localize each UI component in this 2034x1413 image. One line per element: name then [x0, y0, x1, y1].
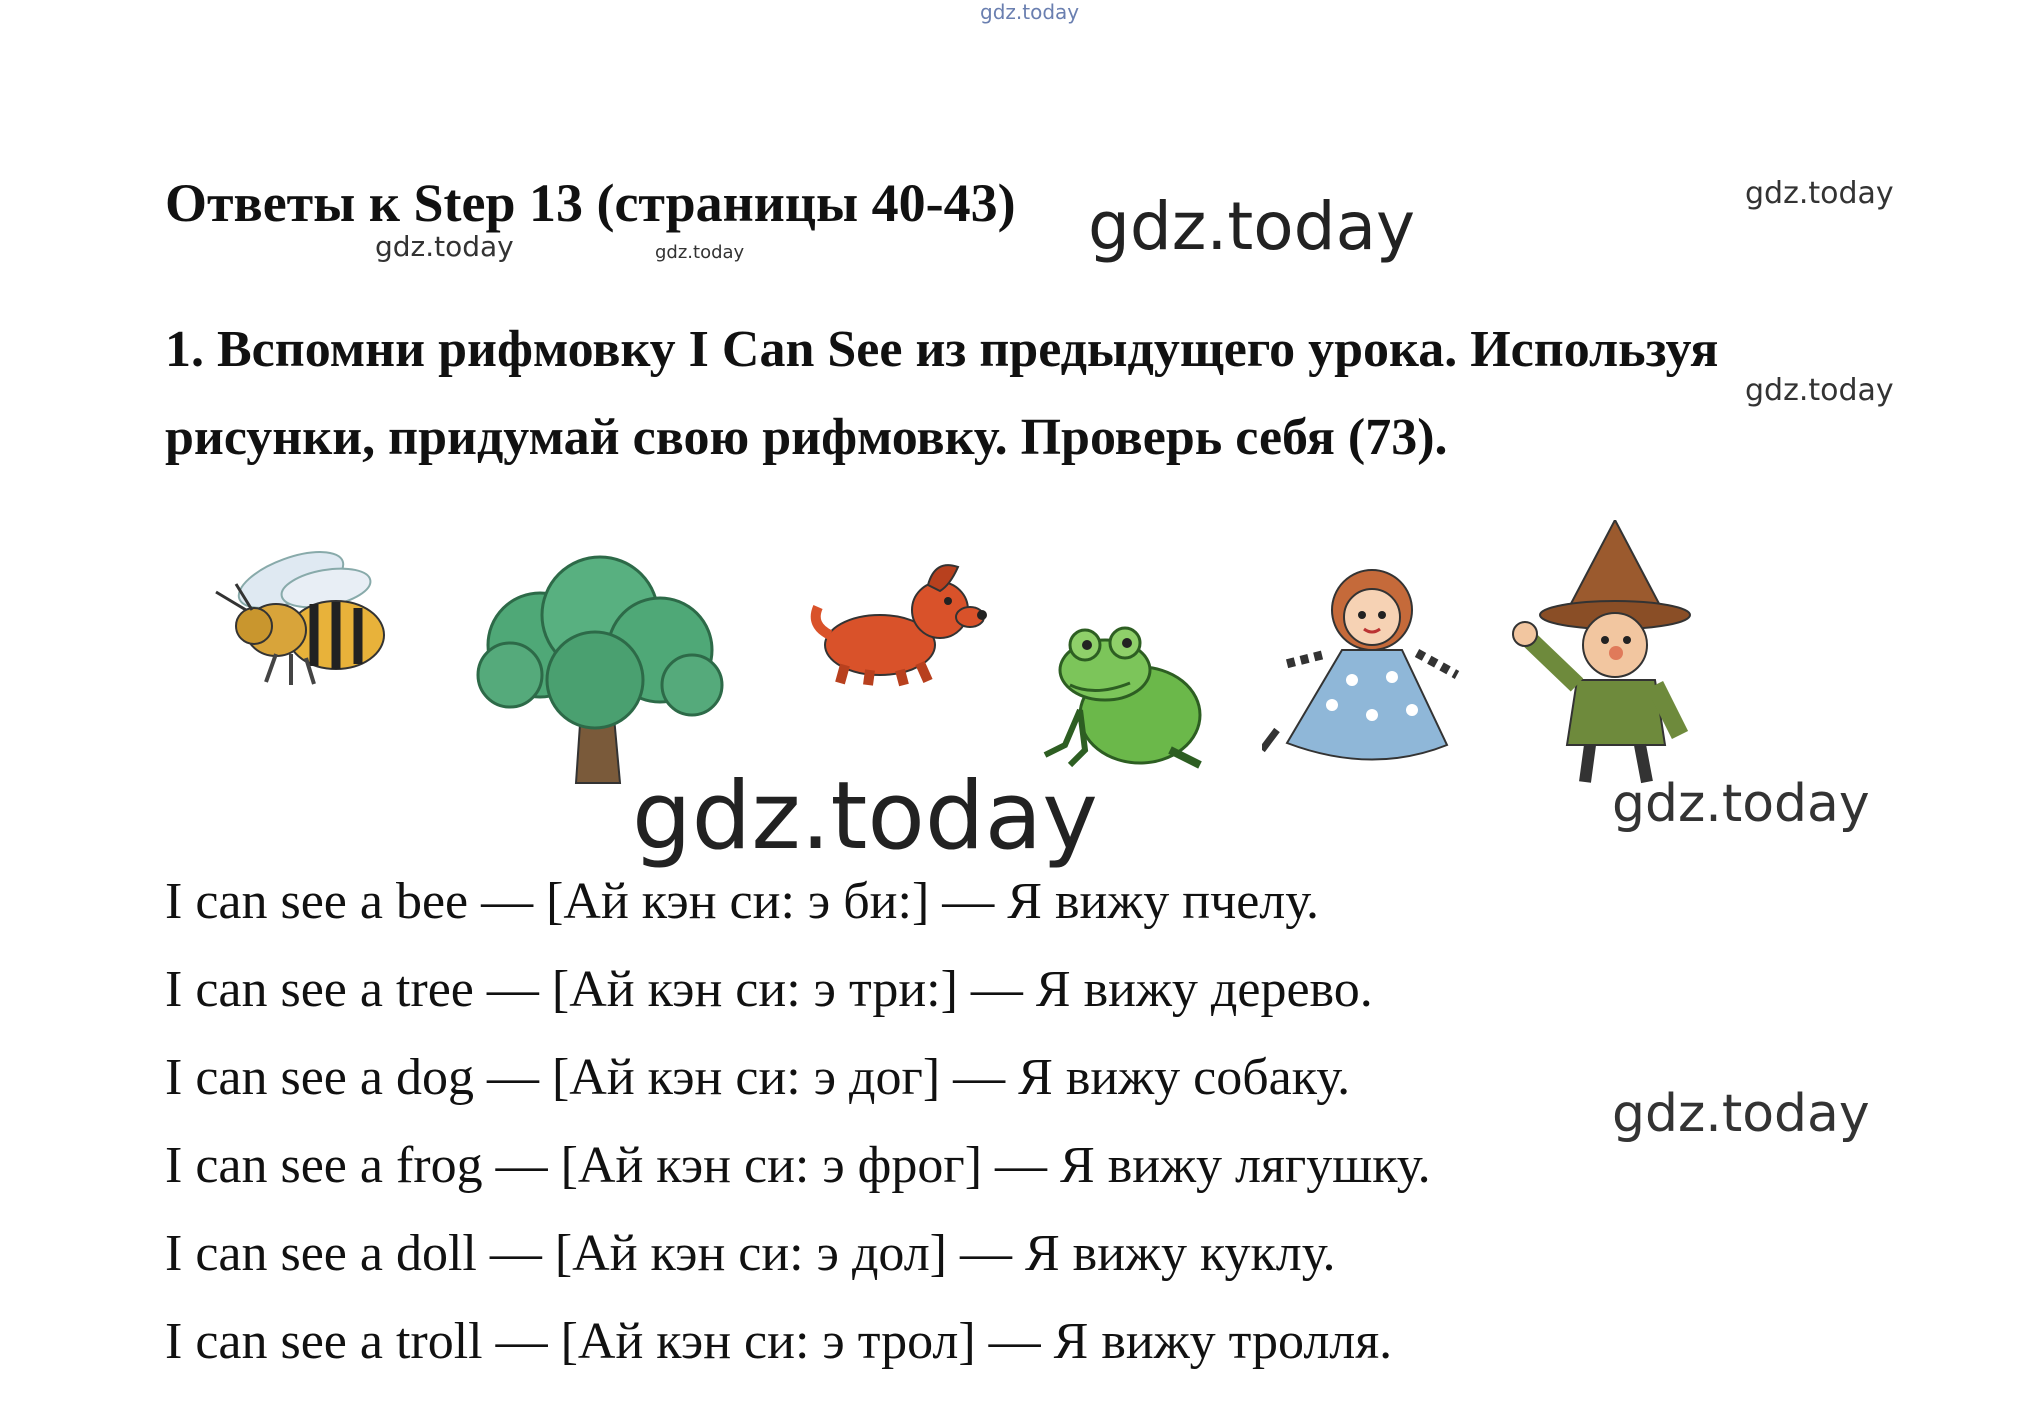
frog-image — [1040, 615, 1210, 775]
rhyme-line: I can see a doll — [Ай кэн си: э дол] — Я вижу куклу. — [165, 1225, 1336, 1282]
rhyme-line: I can see a troll — [Ай кэн си: э трол] — Я вижу тролля. — [165, 1313, 1393, 1370]
watermark-heading: gdz.today — [1088, 188, 1416, 265]
watermark-under-heading-a: gdz.today — [375, 230, 514, 263]
watermark-rhymes-right: gdz.today — [1612, 1084, 1870, 1144]
watermark-task-right: gdz.today — [1745, 373, 1894, 408]
doll-image — [1262, 565, 1462, 780]
watermark-pictures: gdz.today — [632, 762, 1098, 871]
task-line-2: рисунки, придумай свою рифмовку. Проверь себя (73). — [165, 409, 1448, 466]
rhyme-list — [165, 858, 1431, 1386]
rhyme-line: I can see a frog — [Ай кэн си: э фрог] — Я вижу лягушку. — [165, 1137, 1431, 1194]
watermark-under-heading-b: gdz.today — [655, 242, 745, 263]
page-title: Ответы к Step 13 (страницы 40-43) — [165, 173, 1016, 233]
rhyme-line: I can see a tree — [Ай кэн си: э три:] — Я вижу дерево. — [165, 961, 1373, 1018]
rhyme-line: I can see a bee — [Ай кэн си: э би:] — Я вижу пчелу. — [165, 873, 1320, 930]
dog-image — [800, 555, 990, 690]
watermark-pictures-right: gdz.today — [1612, 774, 1870, 834]
tree-image — [460, 555, 740, 785]
watermark-top: gdz.today — [980, 0, 1080, 24]
bee-image — [196, 540, 406, 690]
task-text — [165, 306, 1965, 482]
rhyme-line: I can see a dog — [Ай кэн си: э дог] — Я вижу собаку. — [165, 1049, 1351, 1106]
watermark-top-right: gdz.today — [1745, 176, 1894, 211]
troll-image — [1505, 520, 1705, 790]
task-line-1: 1. Вспомни рифмовку I Can See из предыдущего урока. Используя — [165, 321, 1719, 378]
